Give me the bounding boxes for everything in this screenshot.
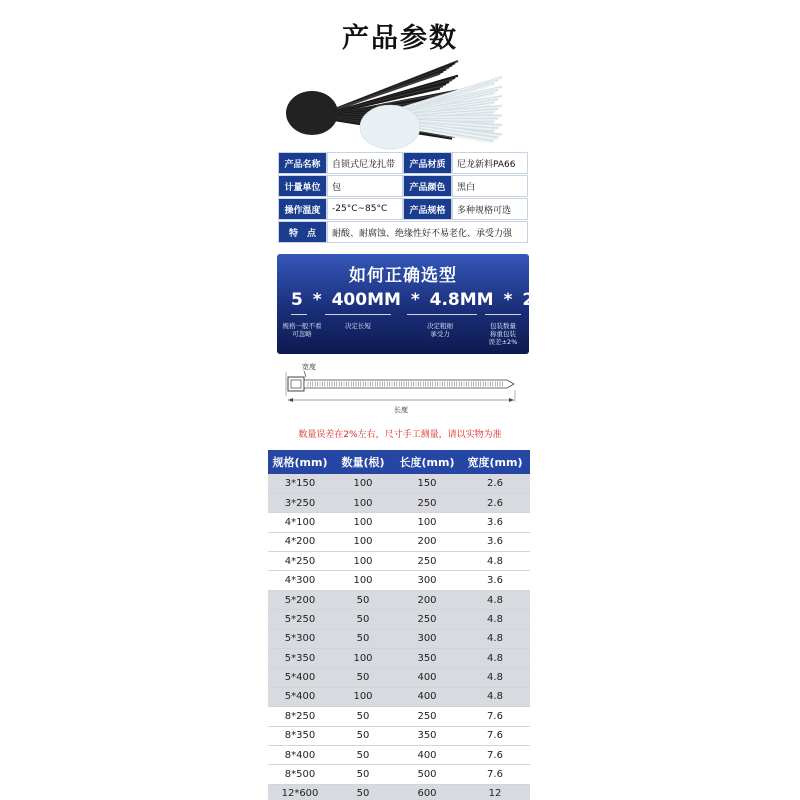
spec-part: * <box>410 290 420 310</box>
table-body <box>268 474 530 800</box>
product-photo <box>280 55 530 150</box>
table-cell: 5*250 <box>268 610 332 629</box>
column-header: 规格(mm) <box>268 450 332 474</box>
table-cell: 5*400 <box>268 687 332 706</box>
measurement-notice: 数量误差在2%左右，尺寸手工测量，请以实物为准 <box>298 430 502 440</box>
table-cell: 100 <box>332 687 394 706</box>
param-value: 尼龙新料PA66 <box>452 152 528 174</box>
param-label: 计量单位 <box>278 175 327 197</box>
spec-formula <box>291 290 562 310</box>
table-cell: 50 <box>332 707 394 726</box>
table-row <box>268 610 530 629</box>
table-cell: 100 <box>332 552 394 571</box>
selection-guide <box>277 254 558 354</box>
arrow-right-icon <box>509 398 514 402</box>
param-value: 耐酸、耐腐蚀、绝缘性好不易老化、承受力强 <box>327 221 528 243</box>
param-value: 黑白 <box>452 175 528 197</box>
table-cell: 8*350 <box>268 726 332 745</box>
divider <box>485 314 521 315</box>
table-cell: 7.6 <box>460 726 530 745</box>
selection-title: 如何正确选型 <box>349 266 457 286</box>
tie-slot <box>291 380 301 388</box>
table-cell: 4.8 <box>460 668 530 687</box>
table-row <box>268 668 530 687</box>
table-cell: 2.6 <box>460 493 530 512</box>
table-cell: 50 <box>332 610 394 629</box>
spec-note: 规格一般不看 可忽略 <box>282 322 322 338</box>
table-cell: 50 <box>332 668 394 687</box>
table-row <box>268 629 530 648</box>
table-cell: 4*200 <box>268 532 332 551</box>
table-cell: 150 <box>394 474 460 493</box>
table-cell: 4*300 <box>268 571 332 590</box>
table-cell: 2.6 <box>460 474 530 493</box>
table-row <box>268 532 530 551</box>
table-cell: 3.6 <box>460 513 530 532</box>
table-row <box>268 493 530 512</box>
column-header: 长度(mm) <box>394 450 460 474</box>
table-cell: 100 <box>332 532 394 551</box>
spec-part: * <box>503 290 513 310</box>
table-cell: 100 <box>332 493 394 512</box>
table-cell: 8*250 <box>268 707 332 726</box>
length-label: 长度 <box>394 406 408 414</box>
table-row <box>268 726 530 745</box>
table-cell: 100 <box>332 649 394 668</box>
table-cell: 100 <box>332 571 394 590</box>
table-row <box>268 687 530 706</box>
table-header-row <box>268 450 530 474</box>
table-cell: 5*350 <box>268 649 332 668</box>
param-row <box>278 198 528 220</box>
table-cell: 400 <box>394 668 460 687</box>
column-header: 数量(根) <box>332 450 394 474</box>
table-cell: 8*400 <box>268 745 332 764</box>
table-row <box>268 707 530 726</box>
spec-part: 400MM <box>331 290 401 310</box>
table-cell: 50 <box>332 765 394 784</box>
divider <box>325 314 391 315</box>
table-cell: 4.8 <box>460 687 530 706</box>
width-label: 宽度 <box>302 363 316 371</box>
param-value: 包 <box>327 175 403 197</box>
parameter-table <box>278 152 528 244</box>
width-pointer <box>304 371 306 377</box>
divider <box>291 314 307 315</box>
param-row <box>278 175 528 197</box>
param-value: 自锁式尼龙扎带 <box>327 152 403 174</box>
table-cell: 100 <box>332 474 394 493</box>
page-title: 产品参数 <box>342 23 458 54</box>
table-row <box>268 474 530 493</box>
black-tie-heads <box>286 91 338 135</box>
spec-part: 4.8MM <box>429 290 494 310</box>
table-cell: 50 <box>332 590 394 609</box>
table-cell: 350 <box>394 649 460 668</box>
table-cell: 5*300 <box>268 629 332 648</box>
table-cell: 7.6 <box>460 707 530 726</box>
param-label: 产品材质 <box>403 152 452 174</box>
table-cell: 250 <box>394 610 460 629</box>
spec-part: 5 <box>291 290 303 310</box>
table-cell: 8*500 <box>268 765 332 784</box>
table-cell: 4.8 <box>460 649 530 668</box>
table-row <box>268 552 530 571</box>
table-cell: 4.8 <box>460 610 530 629</box>
column-header: 宽度(mm) <box>460 450 530 474</box>
divider <box>407 314 477 315</box>
param-value: -25°C~85°C <box>327 198 403 220</box>
table-cell: 4*100 <box>268 513 332 532</box>
table-cell: 350 <box>394 726 460 745</box>
param-label: 产品颜色 <box>403 175 452 197</box>
table-row <box>268 649 530 668</box>
table-cell: 50 <box>332 745 394 764</box>
table-cell: 4*250 <box>268 552 332 571</box>
table-cell: 100 <box>394 513 460 532</box>
spec-note: 包装数量 称重包装 误差±2% <box>488 322 518 346</box>
table-cell: 3.6 <box>460 571 530 590</box>
table-cell: 300 <box>394 571 460 590</box>
table-cell: 5*400 <box>268 668 332 687</box>
param-label: 特 点 <box>278 221 327 243</box>
table-cell: 250 <box>394 552 460 571</box>
arrow-left-icon <box>288 398 293 402</box>
table-cell: 3*250 <box>268 493 332 512</box>
param-label: 操作温度 <box>278 198 327 220</box>
table-row <box>268 765 530 784</box>
param-label: 产品名称 <box>278 152 327 174</box>
table-cell: 12*600 <box>268 784 332 800</box>
table-cell: 200 <box>394 532 460 551</box>
table-row <box>268 745 530 764</box>
table-cell: 50 <box>332 726 394 745</box>
table-cell: 7.6 <box>460 765 530 784</box>
table-cell: 600 <box>394 784 460 800</box>
table-cell: 200 <box>394 590 460 609</box>
table-row <box>268 784 530 800</box>
table-cell: 4.8 <box>460 590 530 609</box>
table-cell: 3.6 <box>460 532 530 551</box>
table-cell: 300 <box>394 629 460 648</box>
table-cell: 4.8 <box>460 629 530 648</box>
table-cell: 400 <box>394 687 460 706</box>
white-tie-heads <box>360 105 420 149</box>
table-cell: 3*150 <box>268 474 332 493</box>
table-cell: 50 <box>332 629 394 648</box>
table-cell: 100 <box>332 513 394 532</box>
spec-note: 决定粗细 承受力 <box>427 322 453 338</box>
table-row <box>268 590 530 609</box>
tie-head <box>288 377 304 391</box>
spec-part: 250 <box>522 290 558 310</box>
spec-table <box>268 450 530 800</box>
table-cell: 400 <box>394 745 460 764</box>
table-cell: 4.8 <box>460 552 530 571</box>
table-cell: 250 <box>394 493 460 512</box>
table-row <box>268 513 530 532</box>
table-cell: 50 <box>332 784 394 800</box>
table-cell: 500 <box>394 765 460 784</box>
spec-note: 决定长短 <box>345 322 371 330</box>
table-cell: 12 <box>460 784 530 800</box>
table-cell: 7.6 <box>460 745 530 764</box>
param-row <box>278 221 528 243</box>
param-value: 多种规格可选 <box>452 198 528 220</box>
param-row <box>278 152 528 174</box>
table-row <box>268 571 530 590</box>
spec-part: * <box>312 290 322 310</box>
table-cell: 250 <box>394 707 460 726</box>
param-label: 产品规格 <box>403 198 452 220</box>
table-cell: 5*200 <box>268 590 332 609</box>
cable-tie-diagram <box>282 360 522 420</box>
